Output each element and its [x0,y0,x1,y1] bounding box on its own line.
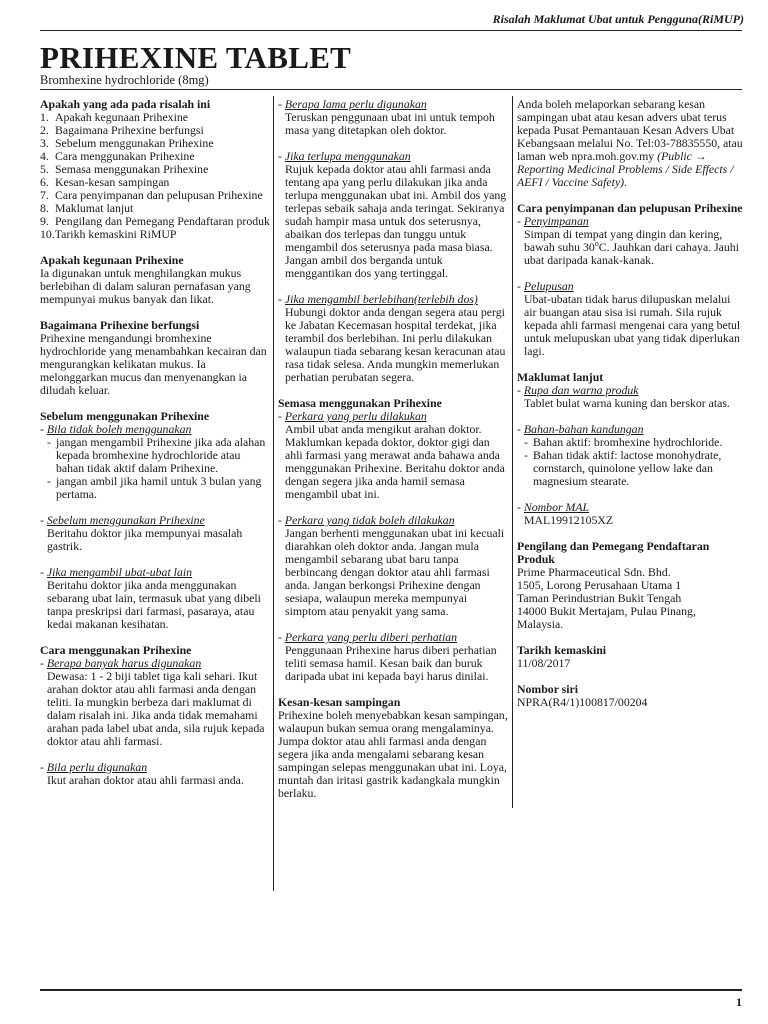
missed-dose-body: Rujuk kepada doktor atau ahli farmasi anda tentang apa yang perlu dilakukan jika anda terlupa menggunakan ubat ini. Ambil dos yang terlepas sebaik sahaja anda teringat. Sekiranya sudah hampir masa untuk dos seterusnya, abaikan dos terlepas dan tunggu untuk mengambil dos seterusnya pada masa biasa. Jangan ambil dos berganda untuk menggantikan dos yang tertinggal. [285,162,507,280]
appearance-subsection: - Rupa dan warna produk Tablet bulat warna kuning dan berskor atas. [517,384,743,410]
while-using-heading: Semasa menggunakan Prihexine [278,396,442,410]
list-item: - Bahan aktif: bromhexine hydrochloride. [524,435,723,449]
when-label: Bila perlu digunakan [46,760,148,774]
toc-item-number: 2. [40,123,49,137]
appearance-label: Rupa dan warna produk [523,383,639,397]
overdose-subsection: - Jika mengambil berlebihan(terlebih dos) Hubungi doktor anda dengan segera atau pergi ke Jabatan Kecemasan hospital terdekat, jika terambil dos berlebihan. Ini perlu dilakukan walaupun tiada sebarang kesan keracunan atau rasa tidak selesa. Anda mungkin memerlukan perhatian perubatan segera. [278,293,508,384]
mal-label: Nombor MAL [523,500,590,514]
toc-item-text: Cara menggunakan Prihexine [55,149,195,163]
serial-section [517,683,743,709]
document-title: PRIHEXINE TABLET [40,40,352,75]
report-note-open: (Public [657,149,695,163]
report-note-close: Reporting Medicinal Problems / Side Effects / AEFI / Vaccine Safety). [517,162,734,189]
other-meds-body: Beritahu doktor jika anda menggunakan sebarang ubat lain, termasuk ubat yang dibeli tanpa preskripsi dari farmasi, pasaraya, atau kedai makanan kesihatan. [47,578,261,631]
store-label: Penyimpanan [523,214,589,228]
toc-item-text: Sebelum menggunakan Prihexine [55,136,214,150]
when-not-label: Bila tidak boleh menggunakan [46,422,192,436]
must-do-subsection: - Perkara yang perlu dilakukan Ambil ubat anda mengikut arahan doktor. Maklumkan kepada doktor, doktor gigi dan ahli farmasi yang merawat anda bahawa anda menggunakan Prihexine. Beritahu doktor anda dengan segera jika anda hamil semasa mengambil ubat ini. [278,410,508,501]
how-works-section [40,319,270,397]
toc-section [40,98,270,241]
how-works-body: Prihexine mengandungi bromhexine hydrochloride yang menambahkan kecairan dan mengurangkan kelikatan mukus. Ia melonggarkan mucus dan menyenangkan ia diludah keluar. [40,331,267,397]
header-divider [40,30,742,31]
toc-item-text: Kesan-kesan sampingan [55,175,170,189]
how-long-body: Teruskan penggunaan ubat ini untuk tempoh masa yang ditetapkan oleh doktor. [285,110,495,137]
uses-section [40,254,270,306]
attention-label: Perkara yang perlu diberi perhatian [284,630,458,644]
toc-list [40,111,270,241]
how-long-label: Berapa lama perlu digunakan [284,97,427,111]
toc-item-number: 5. [40,162,49,176]
must-not-label: Perkara yang tidak boleh dilakukan [284,513,455,527]
column-right [517,98,743,722]
other-meds-subsection: - Jika mengambil ubat-ubat lain Beritahu doktor jika anda menggunakan sebarang ubat lain, termasuk ubat yang dibeli tanpa preskripsi dari farmasi, pasaraya, atau kedai makanan kesihatan. [40,566,270,631]
side-effects-body: Prihexine boleh menyebabkan kesan sampingan, walaupun bukan semua orang mengalaminya. Jumpa doktor atau ahli farmasi anda dengan segera jika anda mengalami sebarang kesan sampingan selepas menggunakan ubat ini. Loya, muntah dan iritasi gastrik kadangkala mungkin berlaku. [278,708,508,800]
before-use-section [40,410,270,631]
storage-heading: Cara penyimpanan dan pelupusan Prihexine [517,201,743,215]
manufacturer-line: Prime Pharmaceutical Sdn. Bhd. [517,565,671,579]
mal-number: MAL19912105XZ [524,513,614,527]
report-body: Anda boleh melaporkan sebarang kesan sampingan ubat atau kesan advers ubat terus kepada Pusat Pemantauan Kesan Advers Ubat Kebangsaan melalui No. Tel:03-78835550, atau laman web [517,97,743,163]
degree-mark: o [594,239,599,249]
toc-item-number: 8. [40,201,49,215]
toc-item-text: Maklumat lanjut [55,201,134,215]
toc-heading: Apakah yang ada pada risalah ini [40,97,211,111]
appearance-body: Tablet bulat warna kuning dan berskor atas. [524,396,730,410]
how-long-subsection: - Berapa lama perlu digunakan Teruskan penggunaan ubat ini untuk tempoh masa yang ditetapkan oleh doktor. [278,98,508,137]
other-meds-label: Jika mengambil ubat-ubat lain [46,565,193,579]
revision-date: 11/08/2017 [517,656,571,670]
document-subtitle: Bromhexine hydrochloride (8mg) [40,73,209,87]
toc-item-number: 4. [40,149,49,163]
ingredients-subsection: - Bahan-bahan kandungan - Bahan aktif: bromhexine hydrochloride. - Bahan tidak aktif: lactose monohydrate, cornstarch, quinolone yellow lake dan magnesium stearate. [517,423,743,488]
serial-number: NPRA(R4/1)100817/00204 [517,695,648,709]
before-use-body: Beritahu doktor jika mempunyai masalah gastrik. [47,526,243,553]
manufacturer-line: Taman Perindustrian Bukit Tengah [517,591,682,605]
store-body-text: Simpan di tempat yang dingin dan kering, bawah suhu 30 [524,227,723,254]
how-much-label: Berapa banyak harus digunakan [46,656,202,670]
manufacturer-heading: Pengilang dan Pemegang Pendaftaran Produk [517,539,710,566]
column-divider-1 [273,96,274,891]
how-works-heading: Bagaimana Prihexine berfungsi [40,318,200,332]
side-effects-section [278,696,508,800]
store-body [517,228,743,267]
before-use-subsection: - Sebelum menggunakan Prihexine Beritahu doktor jika mempunyai masalah gastrik. [40,514,270,553]
overdose-body: Hubungi doktor anda dengan segera atau pergi ke Jabatan Kecemasan hospital terdekat, jika terambil dos berlebihan. Ini perlu dilakukan walaupun tiada sebarang kesan keracunan atau rasa tidak selesa. Anda mungkin memerlukan perhatian perubatan segera. [285,305,506,384]
serial-heading: Nombor siri [517,682,579,696]
dispose-body: Ubat-ubatan tidak harus dilupuskan melalui air buangan atau sisa isi rumah. Sila rujuk kepada ahli farmasi mengenai cara yang betul untuk melupuskan ubat yang tidak diperlukan lagi. [524,292,741,358]
how-much-subsection: - Berapa banyak harus digunakan Dewasa: 1 - 2 biji tablet tiga kali sehari. Ikut arahan doktor atau ahli farmasi anda dengan teliti. Ia mungkin berbeza dari maklumat di dalam risalah ini. Jika anda tidak memahami arahan pada label ubat anda, sila rujuk kepada doktor atau ahli farmasi. [40,657,270,748]
storage-section [517,202,743,358]
revision-heading: Tarikh kemaskini [517,643,607,657]
toc-item-text: Pengilang dan Pemegang Pendaftaran produk [55,214,270,228]
toc-item-text: Cara penyimpanan dan pelupusan Prihexine [55,188,263,202]
ingredients-label: Bahan-bahan kandungan [523,422,644,436]
toc-item-text: Semasa menggunakan Prihexine [55,162,209,176]
mal-subsection: - Nombor MAL MAL19912105XZ [517,501,743,527]
list-item: - jangan ambil jika hamil untuk 3 bulan yang pertama. [47,475,270,501]
must-do-label: Perkara yang perlu dilakukan [284,409,427,423]
when-body: Ikut arahan doktor atau ahli farmasi anda. [47,773,244,787]
npra-link[interactable]: npra.moh.gov.my [571,149,655,163]
when-subsection: - Bila perlu digunakan Ikut arahan doktor atau ahli farmasi anda. [40,761,270,787]
toc-item-number: 3. [40,136,49,150]
toc-item-number: 9. [40,214,49,228]
store-subsection: - Penyimpanan Simpan di tempat yang dingin dan kering, bawah suhu 30$^o$C. Jauhkan dari cahaya. Jauhi ubat daripada kanak-kanak. [517,215,743,267]
more-info-section [517,371,743,527]
how-use-heading: Cara menggunakan Prihexine [40,643,192,657]
must-do-body: Ambil ubat anda mengikut arahan doktor. Maklumkan kepada doktor, doktor gigi dan ahli farmasi yang merawat anda bahawa anda menggunakan Prihexine. Beritahu doktor anda dengan segera jika anda hamil semasa mengambil ubat ini. [285,422,505,501]
revision-section [517,644,743,670]
column-left [40,98,270,800]
how-much-body: Dewasa: 1 - 2 biji tablet tiga kali sehari. Ikut arahan doktor atau ahli farmasi anda dengan teliti. Ia mungkin berbeza dari maklumat di dalam risalah ini. Jika anda tidak memahami arahan pada label ubat anda, sila rujuk kepada doktor atau ahli farmasi. [47,669,265,748]
title-divider [40,89,742,90]
store-body-text-end: C. Jauhkan dari cahaya. Jauhi ubat daripada kanak-kanak. [524,240,739,267]
uses-heading: Apakah kegunaan Prihexine [40,253,184,267]
list-item-text: jangan ambil jika hamil untuk 3 bulan yang pertama. [56,474,262,501]
how-use-section [40,644,270,787]
missed-dose-label: Jika terlupa menggunakan [284,149,411,163]
overdose-label: Jika mengambil berlebihan(terlebih dos) [284,292,478,306]
toc-item [40,228,270,241]
footer-divider [40,989,742,991]
how-use-continued [278,98,508,384]
list-item: - jangan mengambil Prihexine jika ada alahan kepada bromhexine hydrochloride atau bahan tidak aktif dalam Prihexine. [47,436,270,475]
leaflet-header-note: Risalah Maklumat Ubat untuk Pengguna(RiMUP) [492,12,744,26]
dispose-label: Pelupusan [523,279,574,293]
toc-item-text: Tarikh kemaskini RiMUP [54,227,177,241]
toc-item-number: 10. [40,227,55,241]
toc-item-number: 1. [40,110,49,124]
report-section [517,98,743,189]
toc-item-number: 6. [40,175,49,189]
attention-subsection: - Perkara yang perlu diberi perhatian Penggunaan Prihexine harus diberi perhatian teliti semasa hamil. Kesan baik dan buruk daripada ubat ini kepada bayi harus dinilai. [278,631,508,683]
manufacturer-line: 1505, Lorong Perusahaan Utama 1 [517,578,682,592]
must-not-body: Jangan berhenti menggunakan ubat ini kecuali diarahkan oleh doktor anda. Jangan mula mengambil sebarang ubat baru tanpa berbincang dengan doktor atau ahli farmasi anda. Jangan berkongsi Prihexine dengan sesiapa, walaupun mereka mempunyai simptom atau penyakit yang sama. [285,526,505,618]
toc-item-number: 7. [40,188,49,202]
list-item-text: Bahan tidak aktif: lactose monohydrate, cornstarch, quinolone yellow lake dan magnesium stearate. [533,448,722,488]
list-item-text: jangan mengambil Prihexine jika ada alahan kepada bromhexine hydrochloride atau bahan tidak aktif dalam Prihexine. [56,435,266,475]
arrow-icon: → [694,149,707,163]
dispose-subsection: - Pelupusan Ubat-ubatan tidak harus dilupuskan melalui air buangan atau sisa isi rumah. Sila rujuk kepada ahli farmasi mengenai cara yang betul untuk melupuskan ubat yang tidak diperlukan lagi. [517,280,743,358]
more-info-heading: Maklumat lanjut [517,370,604,384]
before-use-label: Sebelum menggunakan Prihexine [46,513,205,527]
toc-item-text: Bagaimana Prihexine berfungsi [55,123,204,137]
when-not-list [40,436,270,501]
ingredients-list [517,436,743,488]
must-not-subsection: - Perkara yang tidak boleh dilakukan Jangan berhenti menggunakan ubat ini kecuali diarahkan oleh doktor anda. Jangan mula mengambil sebarang ubat baru tanpa berbincang dengan doktor atau ahli farmasi anda. Jangan berkongsi Prihexine dengan sesiapa, walaupun mereka mempunyai simptom atau penyakit yang sama. [278,514,508,618]
list-item: - Bahan tidak aktif: lactose monohydrate, cornstarch, quinolone yellow lake dan magnesium stearate. [524,449,743,488]
before-use-heading: Sebelum menggunakan Prihexine [40,409,210,423]
manufacturer-section [517,540,743,631]
while-using-section [278,397,508,683]
manufacturer-line: 14000 Bukit Mertajam, Pulau Pinang, Malaysia. [517,604,696,631]
column-divider-2 [512,96,513,808]
page-number: 1 [736,995,742,1009]
uses-body: Ia digunakan untuk menghilangkan mukus berlebihan di dalam saluran pernafasan yang mempunyai mukus banyak dan likat. [40,266,251,306]
when-not-subsection: - Bila tidak boleh menggunakan - jangan mengambil Prihexine jika ada alahan kepada bromhexine hydrochloride atau bahan tidak aktif dalam Prihexine. - jangan ambil jika hamil untuk 3 bulan yang pertama. [40,423,270,501]
toc-item-text: Apakah kegunaan Prihexine [55,110,188,124]
missed-dose-subsection: - Jika terlupa menggunakan Rujuk kepada doktor atau ahli farmasi anda tentang apa yang perlu dilakukan jika anda terlupa menggunakan ubat ini. Ambil dos yang terlepas sebaik sahaja anda teringat. Sekiranya sudah hampir masa untuk dos seterusnya, abaikan dos terlepas dan tunggu untuk mengambil dos seterusnya pada masa biasa. Jangan ambil dos berganda untuk menggantikan dos yang tertinggal. [278,149,507,280]
side-effects-heading: Kesan-kesan sampingan [278,695,401,709]
list-item-text: Bahan aktif: bromhexine hydrochloride. [533,435,723,449]
column-middle [278,98,508,813]
attention-body: Penggunaan Prihexine harus diberi perhatian teliti semasa hamil. Kesan baik dan buruk daripada ubat ini kepada bayi harus dinilai. [285,643,497,683]
